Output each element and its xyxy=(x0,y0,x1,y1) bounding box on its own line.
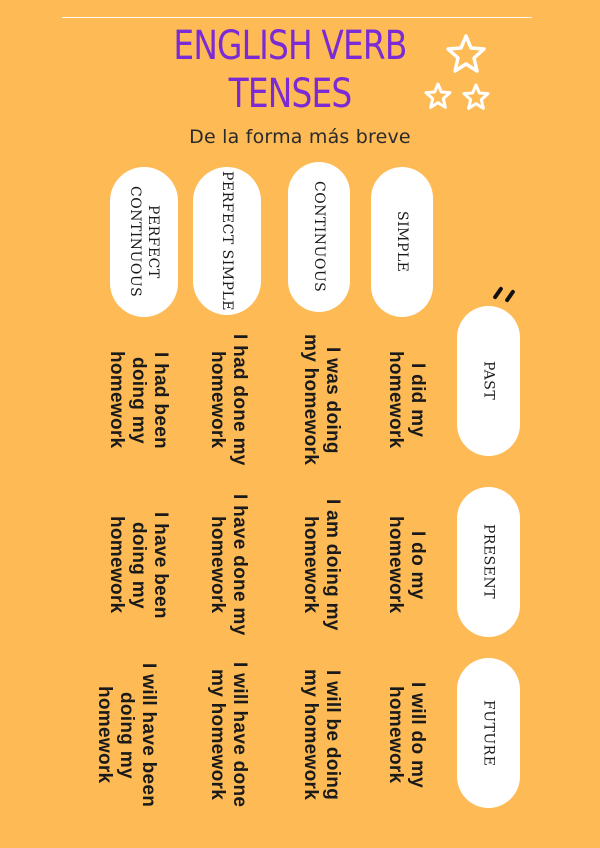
aspect-label-perfect-continuous: PERFECT CONTINUOUS xyxy=(127,186,161,298)
aspect-label-continuous: CONTINUOUS xyxy=(311,181,327,293)
aspect-label-simple: SIMPLE xyxy=(394,211,410,273)
decor-tick xyxy=(492,286,503,300)
cell-present-perfect-continuous: I have been doing my homework xyxy=(106,511,171,619)
cell-future-simple: I will do my homework xyxy=(385,681,428,788)
aspect-label-perfect-simple: PERFECT SIMPLE xyxy=(219,170,235,311)
subtitle: De la forma más breve xyxy=(189,126,411,148)
star-icon xyxy=(461,83,491,111)
cell-present-perfect-simple: I have done my homework xyxy=(207,494,250,636)
cell-future-perfect-simple: I will have done my homework xyxy=(207,662,250,808)
time-label-present: PRESENT xyxy=(480,524,497,600)
cell-future-continuous: I will be doing my homework xyxy=(300,669,343,801)
cell-present-simple: I do my homework xyxy=(385,516,428,614)
cell-present-continuous: I am doing my homework xyxy=(300,499,343,631)
cell-future-perfect-continuous: I will have been doing my homework xyxy=(94,662,159,808)
top-divider-line xyxy=(62,17,532,18)
title-line-1: ENGLISH VERB xyxy=(173,23,407,69)
page-title xyxy=(159,22,421,118)
star-icon xyxy=(423,82,453,110)
time-label-future: FUTURE xyxy=(480,699,497,767)
cell-past-continuous: I was doing my homework xyxy=(300,334,343,466)
cell-past-perfect-simple: I had done my homework xyxy=(207,334,250,466)
decor-tick xyxy=(504,289,515,303)
cell-past-simple: I did my homework xyxy=(385,351,428,449)
time-label-past: PAST xyxy=(480,361,497,401)
star-icon xyxy=(444,33,488,75)
cell-past-perfect-continuous: I had been doing my homework xyxy=(106,351,171,449)
title-line-2: TENSES xyxy=(228,71,352,117)
